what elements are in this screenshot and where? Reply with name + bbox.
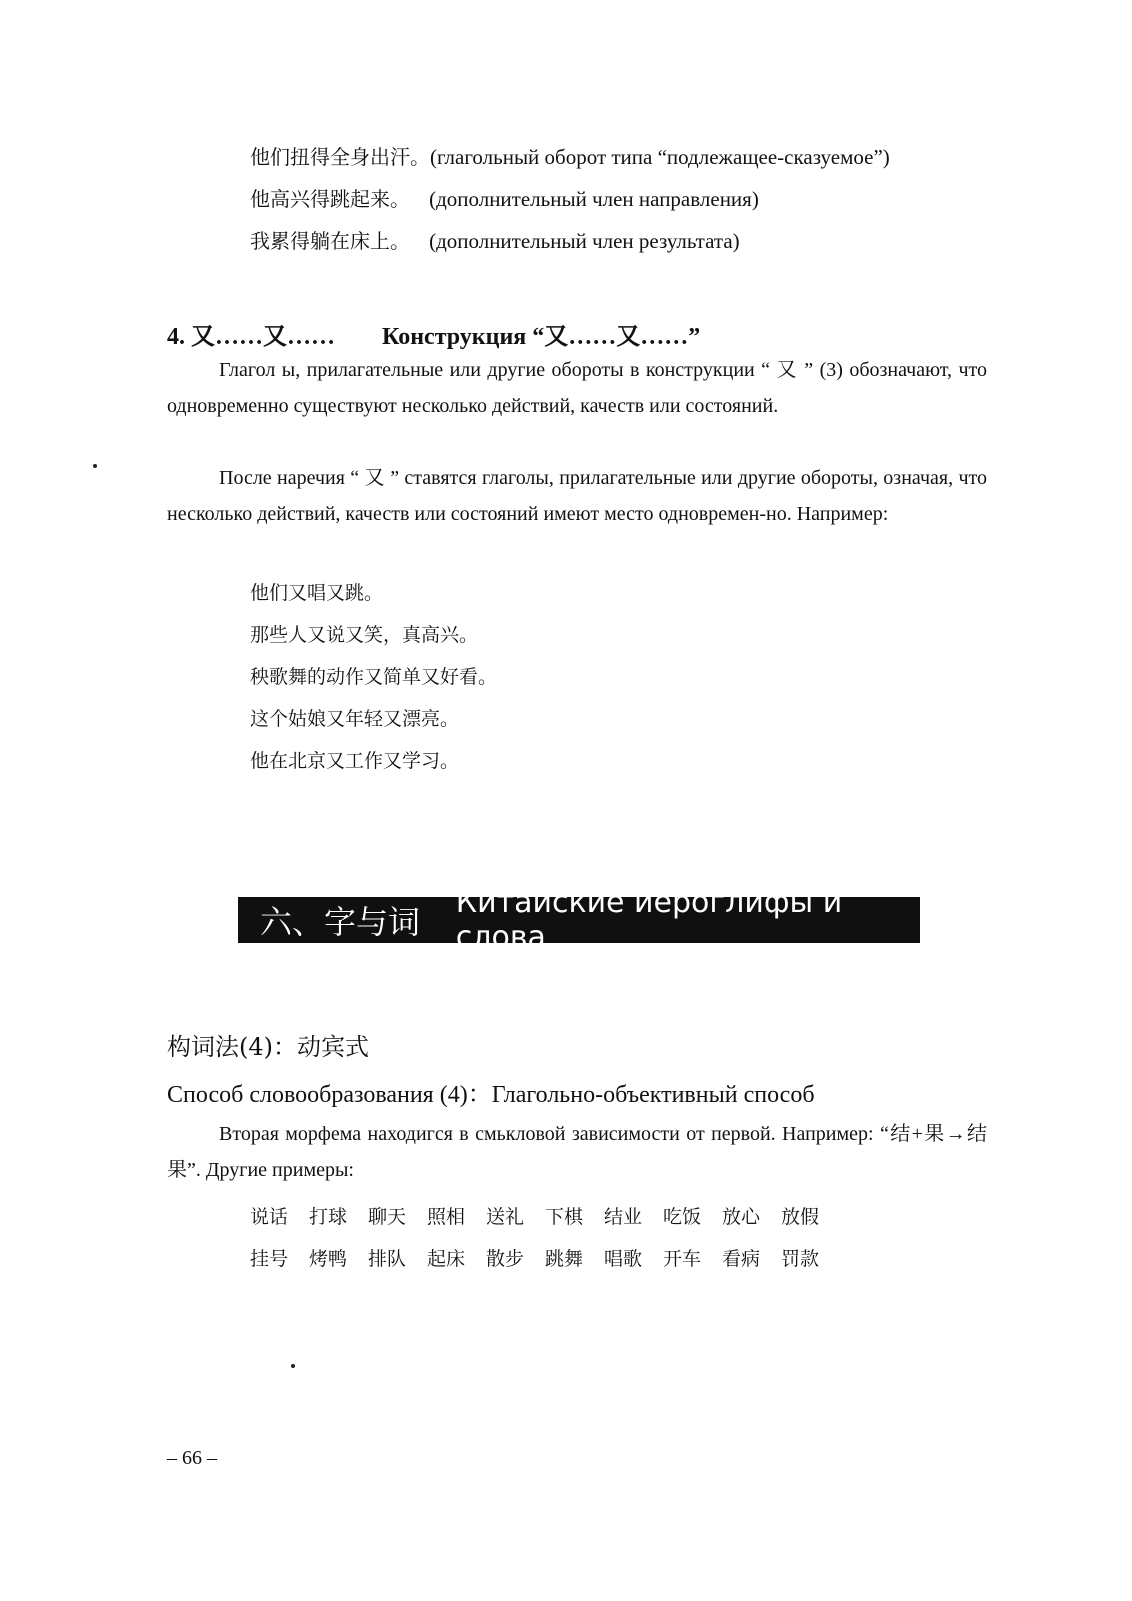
word-list-row-1 bbox=[250, 1202, 840, 1229]
example-sentence-3: 秧歌舞的动作又简单又好看。 bbox=[250, 666, 498, 688]
scan-speck bbox=[291, 1364, 295, 1368]
word-item: 散步 bbox=[486, 1248, 525, 1270]
section-title-ru: Конструкция “又……又……” bbox=[382, 324, 701, 350]
word-item: 下棋 bbox=[545, 1206, 584, 1228]
word-item: 照相 bbox=[427, 1206, 466, 1228]
word-item: 放假 bbox=[781, 1206, 820, 1228]
example-sentence-5: 他在北京又工作又学习。 bbox=[250, 750, 460, 772]
section-heading bbox=[167, 316, 700, 351]
example-line-1 bbox=[250, 144, 890, 170]
word-item: 聊天 bbox=[368, 1206, 407, 1228]
banner-title-zh: 六、字与词 bbox=[260, 903, 421, 941]
page-number: – 66 – bbox=[167, 1447, 217, 1469]
word-item: 罚款 bbox=[781, 1248, 820, 1270]
example-line-2 bbox=[250, 186, 759, 212]
word-item: 送礼 bbox=[486, 1206, 525, 1228]
example-ru: (дополнительный член результата) bbox=[429, 229, 740, 253]
word-item: 开车 bbox=[663, 1248, 702, 1270]
example-zh: 他高兴得跳起来。 bbox=[250, 187, 410, 211]
paragraph-2: После наречия “ 又 ” ставятся глаголы, прилагательные или другие обороты, означая, что несколько действий, качеств или состояний имеют место одновремен-но. Например: bbox=[167, 467, 987, 525]
example-sentence-1: 他们又唱又跳。 bbox=[250, 582, 384, 604]
subheading-ru: Способ словообразования (4)：Глагольно-объективный способ bbox=[167, 1082, 815, 1108]
example-ru: (глагольный оборот типа “подлежащее-сказуемое”) bbox=[430, 145, 890, 169]
scan-speck bbox=[93, 464, 97, 468]
word-list-row-2 bbox=[250, 1244, 840, 1271]
word-item: 起床 bbox=[427, 1248, 466, 1270]
word-item: 看病 bbox=[722, 1248, 761, 1270]
section-number: 4. 又……又…… bbox=[167, 324, 335, 350]
subheading-zh: 构词法(4)：动宾式 bbox=[167, 1033, 369, 1061]
example-sentence-4: 这个姑娘又年轻又漂亮。 bbox=[250, 708, 460, 730]
example-ru: (дополнительный член направления) bbox=[429, 187, 759, 211]
word-item: 唱歌 bbox=[604, 1248, 643, 1270]
word-item: 吃饭 bbox=[663, 1206, 702, 1228]
example-sentence-2: 那些人又说又笑，真高兴。 bbox=[250, 624, 479, 646]
word-item: 排队 bbox=[368, 1248, 407, 1270]
example-zh: 他们扭得全身出汗。 bbox=[250, 145, 430, 169]
banner-title-ru: Китайские иероглифы и слова bbox=[455, 885, 843, 955]
word-item: 放心 bbox=[722, 1206, 761, 1228]
paragraph-3: Вторая морфема находигся в смькловой зависимости от первой. Например: “结+果→结果”. Другие примеры: bbox=[167, 1123, 987, 1181]
word-item: 结业 bbox=[604, 1206, 643, 1228]
word-item: 跳舞 bbox=[545, 1248, 584, 1270]
word-item: 烤鸭 bbox=[309, 1248, 348, 1270]
section-banner bbox=[238, 885, 920, 955]
word-item: 说话 bbox=[250, 1206, 289, 1228]
word-item: 挂号 bbox=[250, 1248, 289, 1270]
example-line-3 bbox=[250, 228, 740, 254]
paragraph-1: Глагол ы, прилагательные или другие обороты в конструкции “ 又 ” (3) обозначают, что одновременно существуют несколько действий, качеств или состояний. bbox=[167, 359, 987, 417]
word-item: 打球 bbox=[309, 1206, 348, 1228]
example-zh: 我累得躺在床上。 bbox=[250, 229, 410, 253]
